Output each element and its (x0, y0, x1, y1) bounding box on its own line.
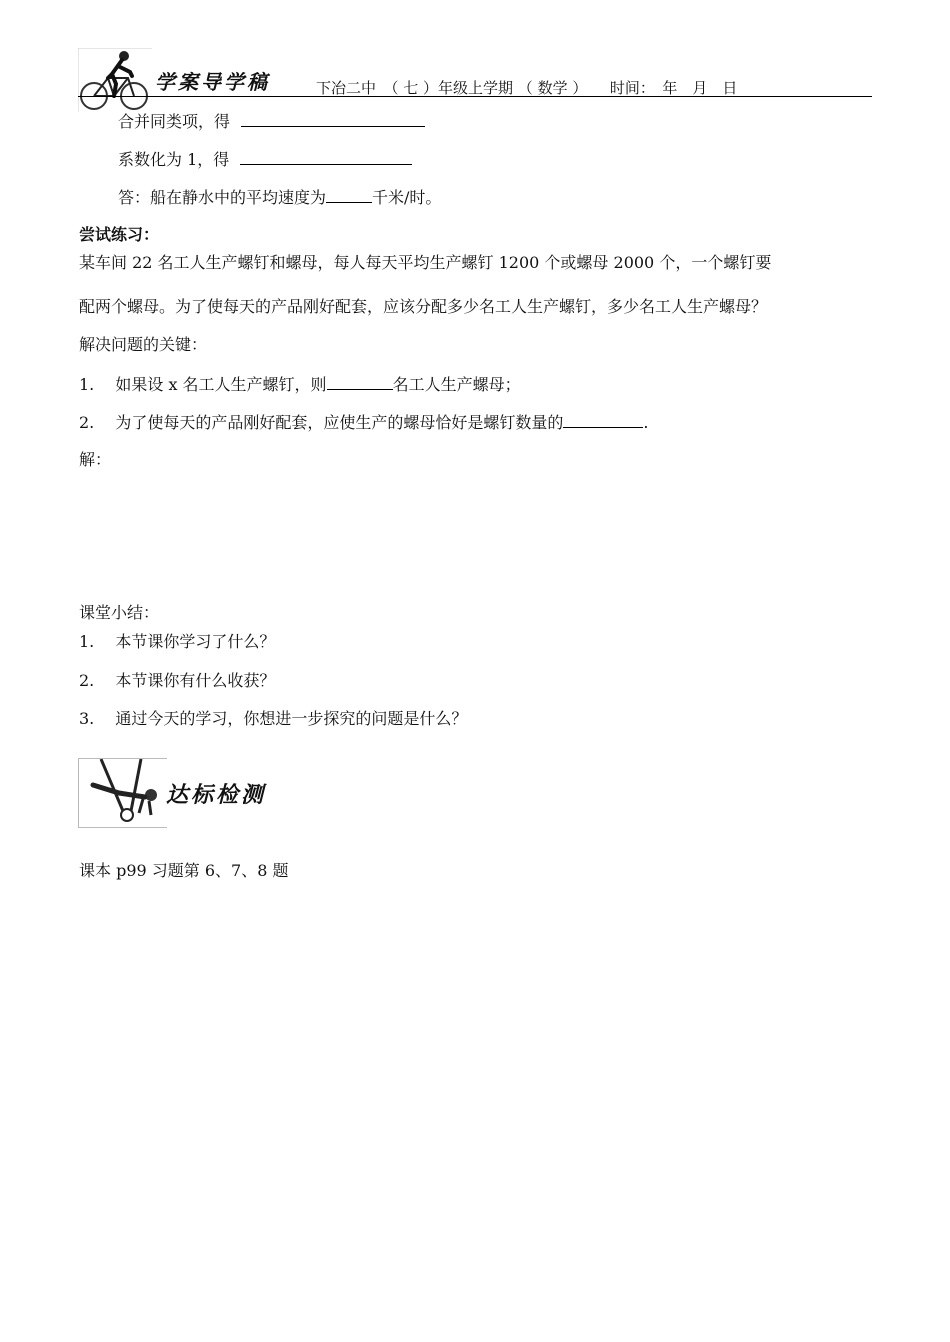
header-info: 下冶二中 （ 七 ）年级上学期 （ 数学 ） 时间： 年 月 日 (316, 79, 738, 97)
key-item-2 (79, 411, 648, 433)
step-combine (118, 110, 425, 132)
ratio-blank (563, 411, 643, 428)
answer-blank (326, 186, 372, 203)
summary-item-number: 3. (79, 709, 95, 728)
step-coefficient-label: 系数化为 1，得 (118, 150, 230, 169)
step-coefficient (118, 148, 412, 170)
answer-suffix: 千米/时。 (372, 188, 442, 207)
summary-item-text: 本节课你学习了什么？ (115, 632, 276, 651)
summary-item-2 (79, 671, 275, 691)
combine-blank (241, 110, 425, 127)
summary-item-text: 本节课你有什么收获？ (115, 671, 276, 690)
header-rule (78, 96, 872, 97)
key-label: 解决问题的关键： (79, 335, 208, 354)
practice-heading: 尝试练习： (79, 225, 160, 244)
summary-item-number: 2. (79, 671, 95, 690)
summary-item-text: 通过今天的学习，你想进一步探究的问题是什么？ (115, 709, 468, 728)
summary-heading: 课堂小结： (79, 603, 160, 622)
key-item-text: 为了使每天的产品刚好配套，应使生产的螺母恰好是螺钉数量的 (115, 413, 564, 432)
key-item-text: 如果设 x 名工人生产螺钉，则 (115, 375, 327, 394)
problem-line-2: 配两个螺母。为了使每天的产品刚好配套，应该分配多少名工人生产螺钉，多少名工人生产螺母？ (79, 297, 768, 316)
key-item-text-after: . (643, 413, 649, 432)
gymnast-icon (78, 758, 167, 828)
homework-text: 课本 p99 习题第 6、7、8 题 (79, 861, 289, 880)
answer-prefix: 答：船在静水中的平均速度为 (118, 188, 327, 207)
problem-line-1: 某车间 22 名工人生产螺钉和螺母，每人每天平均生产螺钉 1200 个或螺母 2000 个，一个螺钉要 (79, 253, 772, 272)
key-item-1 (79, 373, 521, 395)
coefficient-blank (240, 148, 412, 165)
summary-item-number: 1. (79, 632, 95, 651)
brand-title: 学案导学稿 (155, 70, 270, 94)
key-item-number: 1. (79, 375, 95, 394)
workers-blank (327, 373, 393, 390)
key-item-text-after: 名工人生产螺母； (392, 375, 521, 394)
section-title: 达标检测 (166, 782, 267, 808)
summary-item-1 (79, 632, 275, 652)
summary-item-3 (79, 709, 467, 729)
key-item-number: 2. (79, 413, 95, 432)
step-combine-label: 合并同类项，得 (118, 112, 231, 131)
solution-label: 解： (79, 450, 112, 469)
step-answer (118, 186, 441, 208)
cyclist-logo (78, 48, 152, 112)
